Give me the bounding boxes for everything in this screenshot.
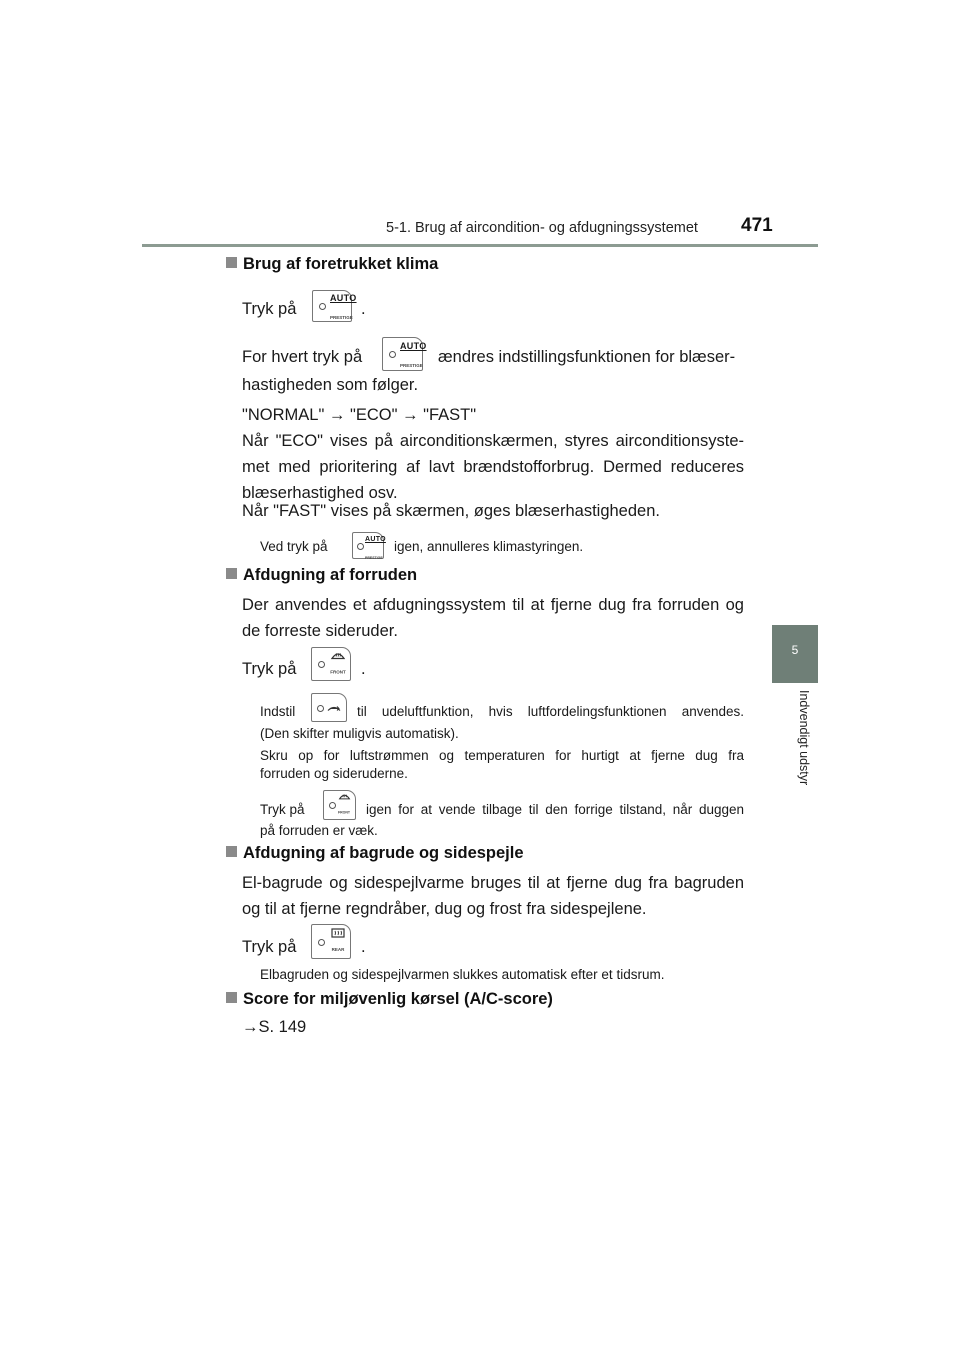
rear-defog-button-icon: REAR xyxy=(311,924,351,959)
outside-air-button-icon xyxy=(311,693,347,722)
instruction-press-front: Tryk på xyxy=(242,660,297,678)
front-defog-button-icon: FRONT xyxy=(323,790,356,820)
cycle-text-continued: ændres indstillingsfunktionen for blæser- xyxy=(438,348,736,366)
note-outside-air: Indstil xyxy=(260,704,296,719)
auto-button-icon: AUTO PRESTIGE xyxy=(312,290,352,322)
note-cancel-climate: Ved tryk på xyxy=(260,539,328,554)
instruction-press-rear-end: . xyxy=(361,938,366,956)
note-outside-air-continued: til udeluftfunktion, hvis luftfordelingsfunktionen anvendes. xyxy=(357,704,744,719)
auto-button-icon: AUTO PRESTIGE xyxy=(382,337,423,371)
fast-description: Når "FAST" vises på skærmen, øges blæserhastigheden. xyxy=(242,502,660,520)
page-reference-link[interactable]: →S. 149 xyxy=(242,1018,307,1036)
page-number: 471 xyxy=(741,215,773,236)
instruction-press-auto-end: . xyxy=(361,300,366,318)
outside-air-icon xyxy=(326,703,342,712)
note-return-previous: Tryk på xyxy=(260,802,305,817)
heading-preferred-climate: Brug af foretrukket klima xyxy=(226,255,438,274)
note-return-previous-line2: på forruden er væk. xyxy=(260,823,378,838)
eco-description: Når "ECO" vises på airconditionskærmen, styres airconditionsyste- met med prioritering af lavt brændstofforbrug. Dermed reduceres blæserhastighed osv. xyxy=(242,432,744,502)
windshield-defog-icon xyxy=(338,792,351,801)
rear-window-defog-icon xyxy=(331,928,345,938)
bullet-square-icon xyxy=(226,257,237,268)
section-title: 5-1. Brug af aircondition- og afdugningssystemet xyxy=(386,220,698,236)
instruction-press-front-end: . xyxy=(361,660,366,678)
heading-eco-score: Score for miljøvenlig kørsel (A/C-score) xyxy=(226,990,553,1009)
windshield-defog-description: Der anvendes et afdugningssystem til at fjerne dug fra forruden og de forreste sideruder. xyxy=(242,596,744,640)
chapter-number: 5 xyxy=(791,643,799,657)
chapter-title: Indvendigt udstyr xyxy=(797,690,811,786)
note-auto-off: Elbagruden og sidespejlvarmen slukkes automatisk efter et tidsrum. xyxy=(260,967,665,982)
note-return-previous-continued: igen for at vende tilbage til den forrige tilstand, når duggen xyxy=(366,802,744,817)
bullet-square-icon xyxy=(226,846,237,857)
heading-rear-defog: Afdugning af bagrude og sidespejle xyxy=(226,844,524,863)
heading-windshield-defog: Afdugning af forruden xyxy=(226,566,417,585)
note-increase-airflow: Skru op for luftstrømmen og temperaturen for hurtigt at fjerne dug fra forruden og sideruderne. xyxy=(260,748,744,781)
bullet-square-icon xyxy=(226,568,237,579)
note-cancel-climate-continued: igen, annulleres klimastyringen. xyxy=(394,539,584,554)
instruction-press-rear: Tryk på xyxy=(242,938,297,956)
rear-defog-description: El-bagrude og sidespejlvarme bruges til at fjerne dug fra bagruden og til at fjerne regndråber, dug og frost fra sidespejlene. xyxy=(242,874,744,918)
windshield-defog-icon xyxy=(330,650,346,661)
note-outside-air-line2: (Den skifter muligvis automatisk). xyxy=(260,726,459,741)
mode-sequence: "NORMAL" → "ECO" → "FAST" xyxy=(242,406,477,424)
instruction-press-auto: Tryk på xyxy=(242,300,297,318)
cycle-text: For hvert tryk på xyxy=(242,348,363,366)
auto-button-icon: AUTO PRESTIGE xyxy=(352,532,384,559)
chapter-tab xyxy=(772,625,818,683)
front-defog-button-icon: FRONT xyxy=(311,647,351,681)
bullet-square-icon xyxy=(226,992,237,1003)
cycle-text-line2: hastigheden som følger. xyxy=(242,376,419,394)
header-divider xyxy=(142,244,818,247)
